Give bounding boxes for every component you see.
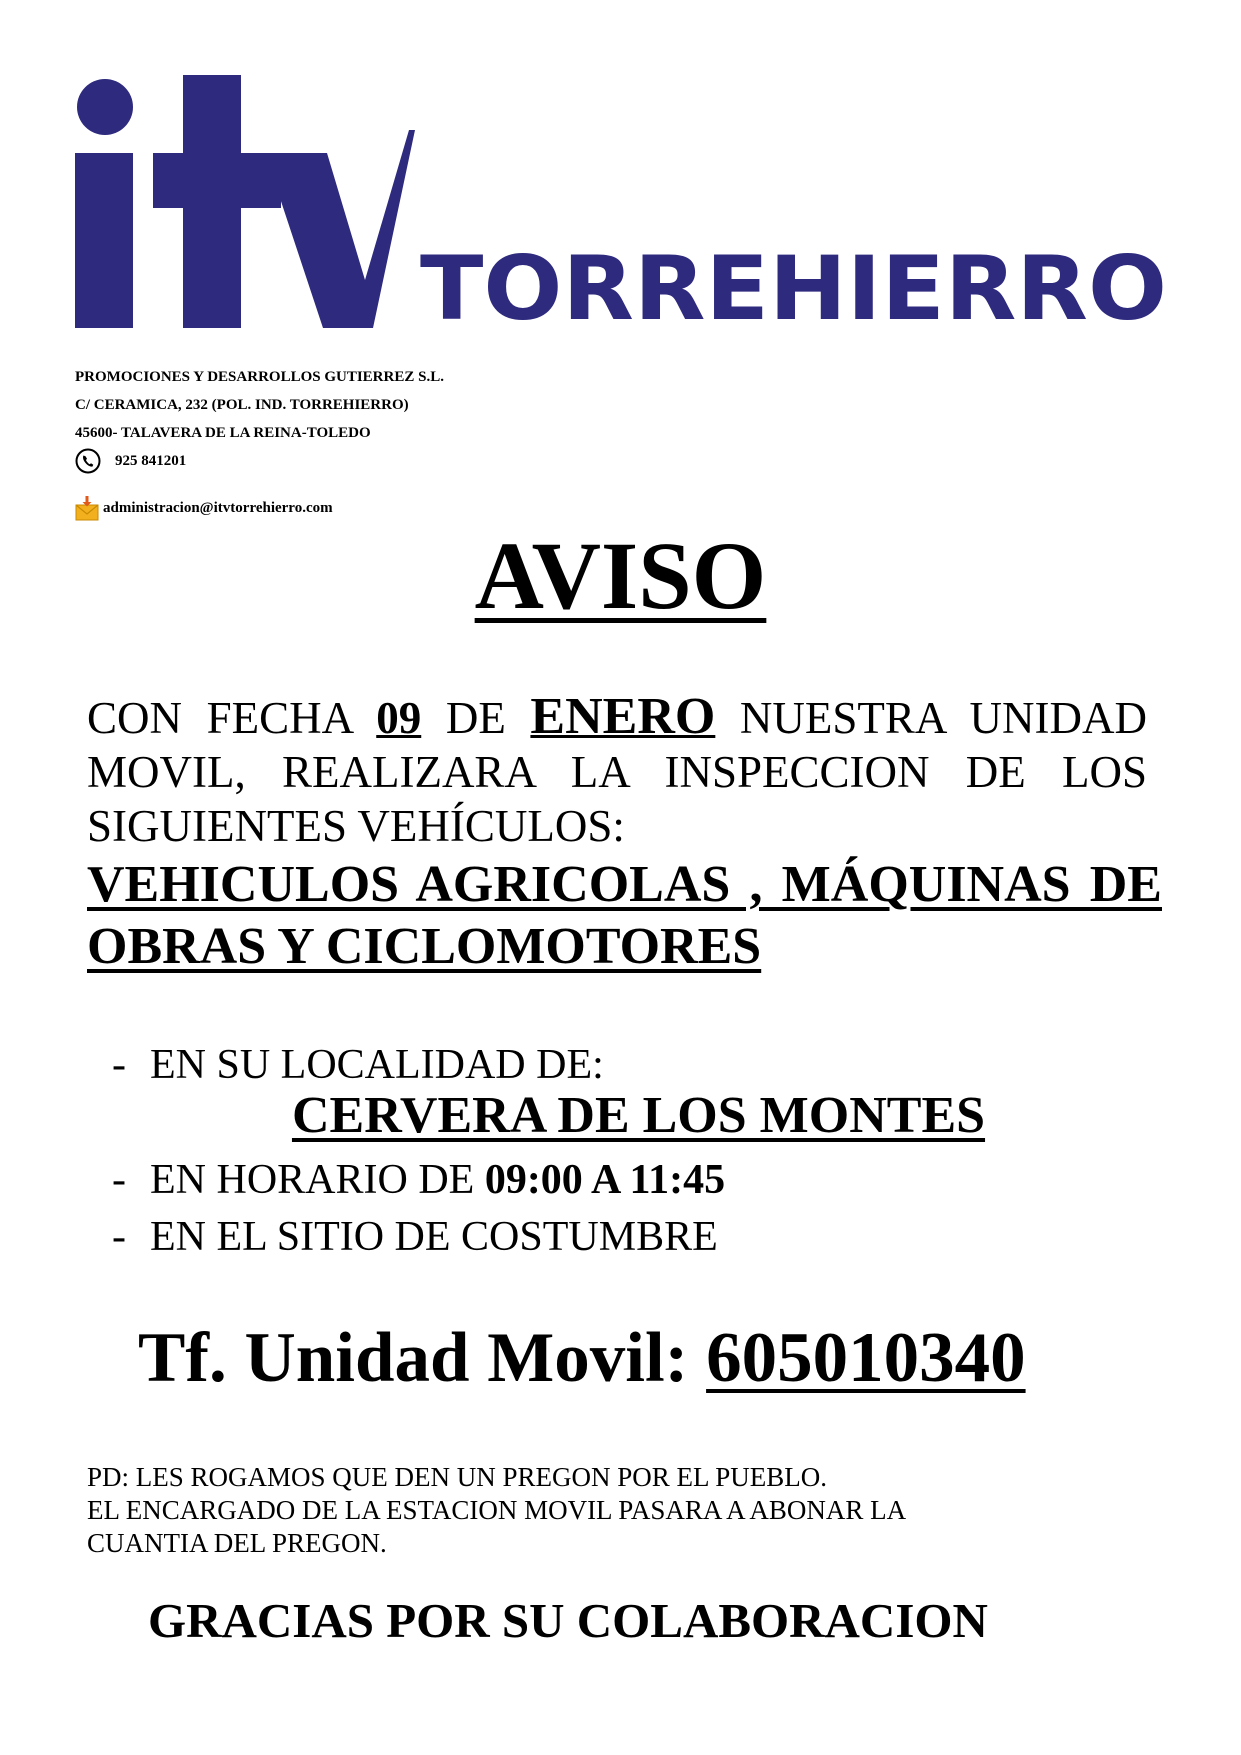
postscript-line: PD: LES ROGAMOS QUE DEN UN PREGON POR EL PUEBLO. [87, 1462, 828, 1492]
mobile-unit-number: 605010340 [706, 1319, 1026, 1397]
postscript [87, 1461, 906, 1560]
town-name: CERVERA DE LOS MONTES [291, 1087, 986, 1144]
postscript-line: CUANTIA DEL PREGON. [87, 1528, 387, 1558]
logo-name: TORREHIERRO [420, 237, 1167, 335]
schedule-item: - EN HORARIO DE 09:00 A 11:45 [112, 1157, 726, 1203]
mobile-unit-phone: Tf. Unidad Movil: 605010340 [138, 1319, 1026, 1397]
notice-month: ENERO [530, 688, 716, 745]
notice-intro: CON FECHA 09 DE ENERO NUESTRA UNIDAD MOVIL, REALIZARA LA INSPECCION DE LOS SIGUIENTES VEHÍCULOS: [87, 688, 1147, 851]
envelope-icon [75, 495, 99, 521]
logo-i-dot [77, 79, 133, 135]
schedule-time: 09:00 A 11:45 [484, 1157, 726, 1203]
thanks-message: GRACIAS POR SU COLABORACION [148, 1593, 988, 1648]
company-name: PROMOCIONES Y DESARROLLOS GUTIERREZ S.L. [75, 369, 444, 385]
vehicle-types: VEHICULOS AGRICOLAS , MÁQUINAS DE OBRAS Y CICLOMOTORES [87, 856, 1162, 975]
email-row [75, 495, 333, 521]
phone-icon [75, 448, 101, 474]
place-item: - EN EL SITIO DE COSTUMBRE [112, 1214, 718, 1260]
phone-row [75, 448, 186, 474]
postscript-line: EL ENCARGADO DE LA ESTACION MOVIL PASARA A ABONAR LA [87, 1495, 907, 1525]
email-address[interactable]: administracion@itvtorrehierro.com [103, 499, 333, 516]
company-address: C/ CERAMICA, 232 (POL. IND. TORREHIERRO) [75, 397, 409, 413]
itv-torrehierro-logo [75, 75, 1175, 335]
notice-day: 09 [376, 693, 422, 743]
company-info [75, 363, 444, 447]
company-city: 45600- TALAVERA DE LA REINA-TOLEDO [75, 425, 371, 441]
location-item: - EN SU LOCALIDAD DE: [112, 1042, 604, 1088]
notice-title: AVISO [474, 522, 767, 629]
phone-number: 925 841201 [115, 452, 187, 469]
